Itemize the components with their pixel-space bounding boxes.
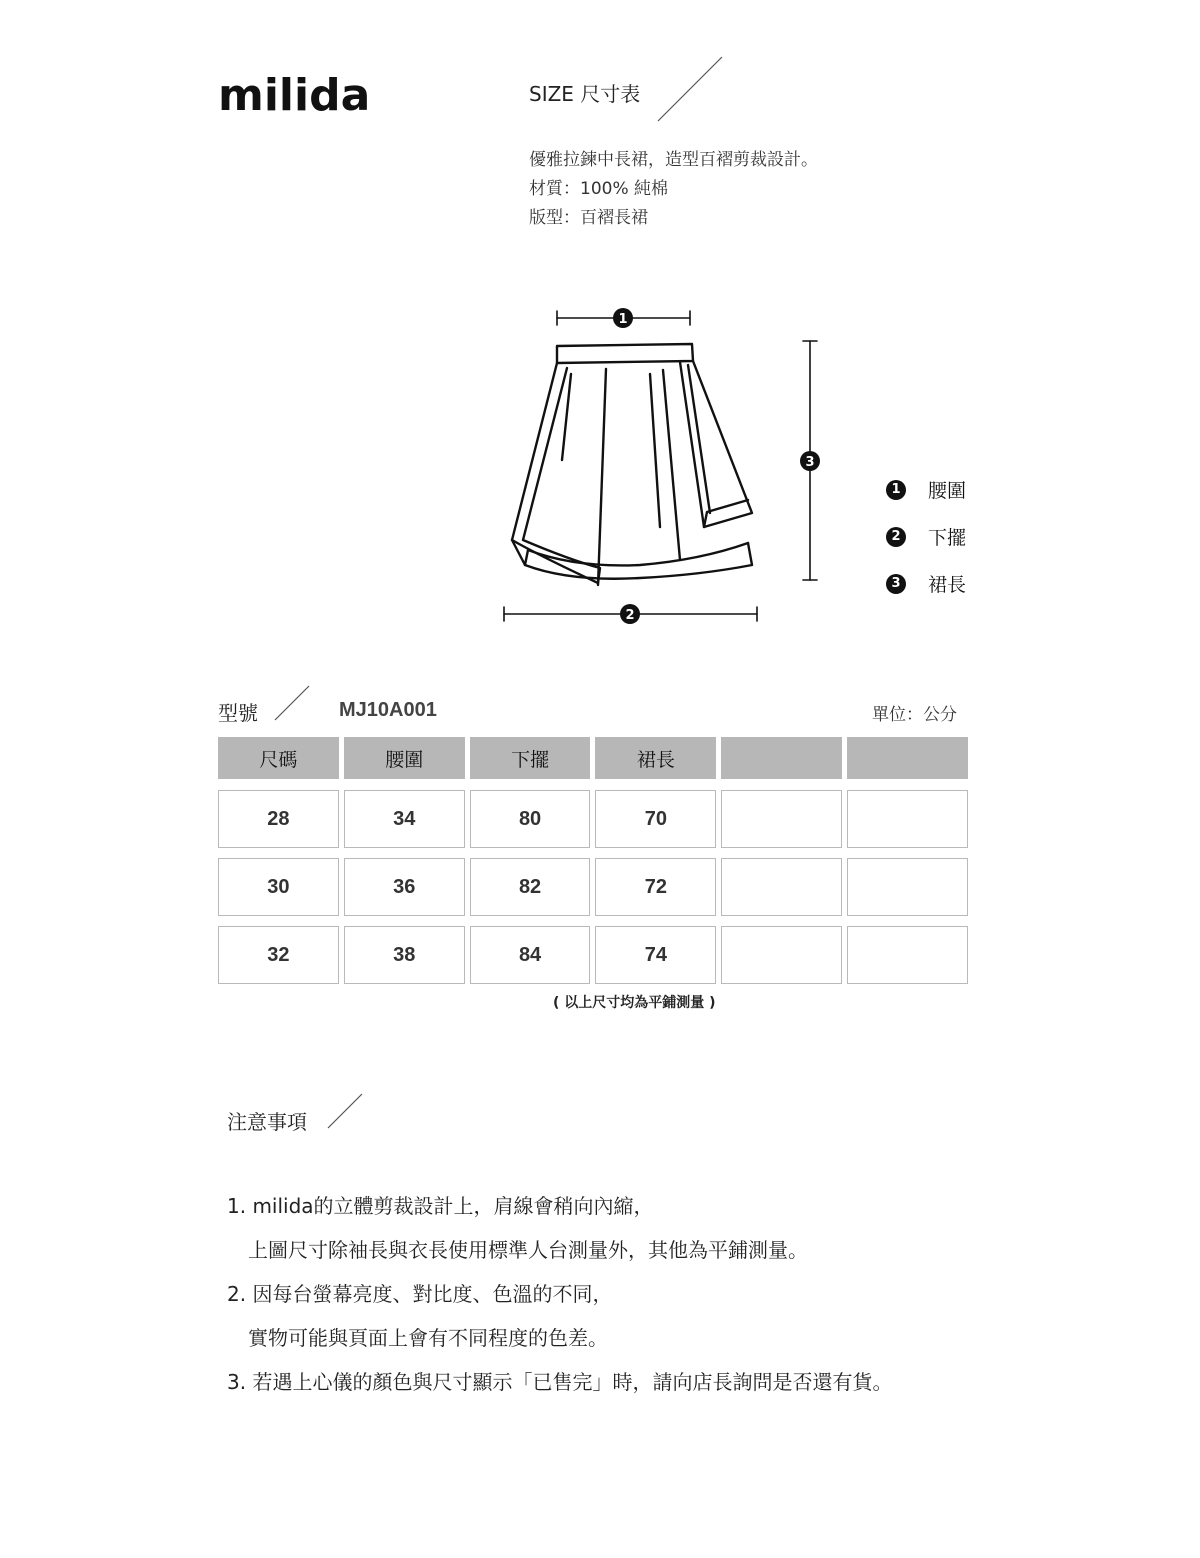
measurement-legend [886,466,966,607]
notice-line: 實物可能與頁面上會有不同程度的色差。 [248,1326,608,1350]
table-cell [847,926,968,984]
table-cell: 34 [344,790,465,848]
header-cell: 下擺 [470,737,591,779]
model-code: MJ10A001 [339,699,437,721]
header-cell: 腰圍 [344,737,465,779]
table-cell: 36 [344,858,465,916]
header-cell [847,737,968,779]
table-header [218,737,968,779]
header-cell [721,737,842,779]
waist-marker-label: 1 [618,312,628,327]
notice-title: 注意事項 [227,1110,307,1134]
notice-line: 3. 若遇上心儀的顏色與尺寸顯示「已售完」時，請向店長詢問是否還有貨。 [227,1370,893,1394]
notice-line: 1. milida的立體剪裁設計上，肩線會稍向內縮， [227,1194,654,1218]
table-cell [847,858,968,916]
header-cell: 裙長 [595,737,716,779]
length-marker-label: 3 [805,455,815,470]
size-table [218,737,968,984]
unit-label: 單位：公分 [872,705,957,725]
table-cell: 32 [218,926,339,984]
legend-number: 3 [886,574,906,594]
notice-list [227,1190,892,1410]
table-footnote: ( 以上尺寸均為平鋪測量 ) [553,995,716,1011]
notice-slash-divider [326,1092,366,1132]
legend-item-waist [886,466,966,513]
table-row [218,926,968,984]
header-cell: 尺碼 [218,737,339,779]
page-title: SIZE 尺寸表 [529,82,641,106]
legend-number: 2 [886,527,906,547]
table-cell: 28 [218,790,339,848]
description-line: 版型：百褶長裙 [529,208,648,228]
table-cell: 70 [595,790,716,848]
table-cell [721,858,842,916]
model-slash-divider [272,684,312,724]
table-row [218,790,968,848]
table-cell [721,926,842,984]
table-cell [847,790,968,848]
legend-label: 下擺 [928,527,967,549]
table-cell: 80 [470,790,591,848]
notice-line: 上圖尺寸除袖長與衣長使用標準人台測量外，其他為平鋪測量。 [248,1238,808,1262]
description-line: 材質：100% 純棉 [529,179,669,199]
legend-label: 裙長 [928,574,967,596]
legend-item-length [886,560,966,607]
skirt-measurement-diagram [0,0,1200,660]
legend-label: 腰圍 [928,480,967,502]
brand-logo: milida [218,70,371,121]
table-cell: 74 [595,926,716,984]
hem-marker-label: 2 [625,608,635,623]
model-label: 型號 [218,701,258,725]
table-cell: 84 [470,926,591,984]
table-cell: 30 [218,858,339,916]
table-row [218,858,968,916]
notice-line: 2. 因每台螢幕亮度、對比度、色溫的不同， [227,1282,613,1306]
legend-number: 1 [886,480,906,500]
description-line: 優雅拉鍊中長裙，造型百褶剪裁設計。 [529,150,818,170]
legend-item-hem [886,513,966,560]
table-cell: 82 [470,858,591,916]
table-cell: 72 [595,858,716,916]
table-cell: 38 [344,926,465,984]
table-cell [721,790,842,848]
